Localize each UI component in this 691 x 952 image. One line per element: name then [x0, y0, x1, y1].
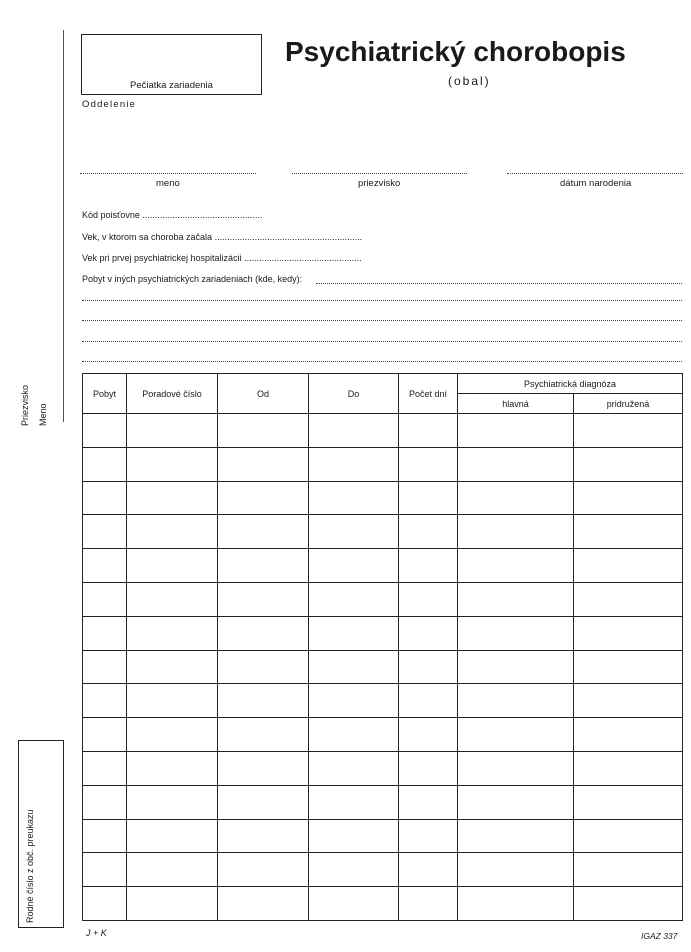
table-cell[interactable] [399, 650, 458, 684]
footer-left: J + K [86, 928, 107, 938]
table-cell[interactable] [127, 751, 218, 785]
surname-label: priezvisko [358, 178, 401, 189]
table-cell[interactable] [574, 887, 683, 921]
table-row [83, 414, 683, 448]
table-cell[interactable] [574, 447, 683, 481]
table-cell[interactable] [218, 718, 309, 752]
table-cell[interactable] [127, 819, 218, 853]
table-row [83, 582, 683, 616]
table-cell[interactable] [309, 549, 399, 583]
table-cell[interactable] [399, 819, 458, 853]
table-cell[interactable] [458, 650, 574, 684]
table-row [83, 515, 683, 549]
header-diagnosis: Psychiatrická diagnóza [458, 374, 683, 394]
header-sequence-number: Poradové číslo [127, 374, 218, 414]
table-cell[interactable] [127, 785, 218, 819]
table-cell[interactable] [458, 684, 574, 718]
table-cell[interactable] [83, 751, 127, 785]
other-stays-line-4[interactable] [82, 341, 682, 342]
side-label-surname: Priezvisko [20, 384, 30, 426]
table-cell[interactable] [218, 447, 309, 481]
table-cell[interactable] [83, 582, 127, 616]
birth-number-label: Rodné číslo z obč. preukazu [25, 809, 35, 923]
table-cell[interactable] [127, 414, 218, 448]
name-label: meno [156, 178, 180, 189]
stays-table [82, 373, 683, 921]
table-cell[interactable] [218, 549, 309, 583]
stamp-box [81, 34, 262, 95]
table-cell[interactable] [83, 549, 127, 583]
table-cell[interactable] [574, 616, 683, 650]
other-stays-line-2[interactable] [82, 300, 682, 301]
header-from: Od [218, 374, 309, 414]
other-stays-line-1[interactable] [316, 283, 682, 284]
table-cell[interactable] [458, 447, 574, 481]
table-cell[interactable] [127, 718, 218, 752]
page-subtitle: (obal) [448, 74, 491, 88]
other-stays-line-5[interactable] [82, 361, 682, 362]
other-stays-line-3[interactable] [82, 320, 682, 321]
table-cell[interactable] [309, 582, 399, 616]
table-cell[interactable] [574, 819, 683, 853]
table-row [83, 481, 683, 515]
table-cell[interactable] [127, 853, 218, 887]
table-cell[interactable] [399, 751, 458, 785]
table-cell[interactable] [399, 785, 458, 819]
name-line[interactable] [80, 173, 256, 174]
table-cell[interactable] [458, 481, 574, 515]
table-cell[interactable] [574, 853, 683, 887]
header-to: Do [309, 374, 399, 414]
table-cell[interactable] [83, 616, 127, 650]
table-cell[interactable] [83, 819, 127, 853]
table-cell[interactable] [458, 414, 574, 448]
table-cell[interactable] [309, 785, 399, 819]
table-cell[interactable] [218, 819, 309, 853]
department-label: Oddelenie [82, 99, 137, 110]
table-row [83, 549, 683, 583]
table-cell[interactable] [127, 549, 218, 583]
table-cell[interactable] [574, 684, 683, 718]
table-cell[interactable] [574, 414, 683, 448]
table-row [83, 684, 683, 718]
table-cell[interactable] [574, 718, 683, 752]
header-days: Počet dní [399, 374, 458, 414]
table-cell[interactable] [127, 481, 218, 515]
table-cell[interactable] [458, 582, 574, 616]
table-cell[interactable] [309, 515, 399, 549]
table-cell[interactable] [574, 549, 683, 583]
table-cell[interactable] [83, 447, 127, 481]
table-row [83, 751, 683, 785]
stamp-label: Pečiatka zariadenia [130, 80, 213, 91]
table-cell[interactable] [218, 582, 309, 616]
table-cell[interactable] [458, 853, 574, 887]
table-cell[interactable] [309, 447, 399, 481]
insurer-code-field[interactable]: Kód poisťovne ................................................ [82, 210, 263, 220]
table-cell[interactable] [127, 684, 218, 718]
table-cell[interactable] [309, 616, 399, 650]
table-cell[interactable] [458, 515, 574, 549]
birthdate-label: dátum narodenia [560, 178, 632, 189]
table-row [83, 819, 683, 853]
table-cell[interactable] [83, 650, 127, 684]
other-stays-label: Pobyt v iných psychiatrických zariadeniach (kde, kedy): [82, 274, 303, 284]
table-cell[interactable] [218, 751, 309, 785]
table-cell[interactable] [458, 718, 574, 752]
table-cell[interactable] [399, 481, 458, 515]
header-secondary-diagnosis: pridružená [574, 394, 683, 414]
table-cell[interactable] [127, 616, 218, 650]
table-cell[interactable] [399, 684, 458, 718]
table-cell[interactable] [83, 718, 127, 752]
table-cell[interactable] [127, 582, 218, 616]
table-cell[interactable] [574, 481, 683, 515]
table-cell[interactable] [574, 582, 683, 616]
table-cell[interactable] [399, 414, 458, 448]
table-cell[interactable] [83, 887, 127, 921]
table-cell[interactable] [399, 718, 458, 752]
table-cell[interactable] [83, 785, 127, 819]
table-cell[interactable] [83, 853, 127, 887]
table-cell[interactable] [574, 650, 683, 684]
table-cell[interactable] [399, 853, 458, 887]
table-cell[interactable] [83, 515, 127, 549]
table-cell[interactable] [309, 414, 399, 448]
table-cell[interactable] [309, 887, 399, 921]
table-cell[interactable] [127, 650, 218, 684]
table-cell[interactable] [399, 582, 458, 616]
table-cell[interactable] [309, 481, 399, 515]
table-cell[interactable] [83, 481, 127, 515]
table-cell[interactable] [218, 684, 309, 718]
header-stay: Pobyt [83, 374, 127, 414]
table-cell[interactable] [218, 414, 309, 448]
table-cell[interactable] [127, 515, 218, 549]
left-margin-line [63, 30, 64, 422]
table-cell[interactable] [458, 616, 574, 650]
table-cell[interactable] [399, 616, 458, 650]
table-cell[interactable] [458, 751, 574, 785]
table-cell[interactable] [458, 785, 574, 819]
table-cell[interactable] [218, 785, 309, 819]
table-cell[interactable] [309, 819, 399, 853]
header-main-diagnosis: hlavná [458, 394, 574, 414]
birthdate-line[interactable] [507, 173, 683, 174]
table-cell[interactable] [458, 887, 574, 921]
table-cell[interactable] [83, 414, 127, 448]
table-cell[interactable] [83, 684, 127, 718]
table-cell[interactable] [399, 515, 458, 549]
table-cell[interactable] [127, 447, 218, 481]
table-cell[interactable] [309, 650, 399, 684]
table-cell[interactable] [309, 684, 399, 718]
table-row [83, 853, 683, 887]
table-cell[interactable] [574, 751, 683, 785]
table-cell[interactable] [218, 887, 309, 921]
table-cell[interactable] [574, 515, 683, 549]
table-cell[interactable] [399, 887, 458, 921]
table-cell[interactable] [574, 785, 683, 819]
birth-number-box[interactable] [18, 740, 64, 928]
table-cell[interactable] [218, 515, 309, 549]
table-row [83, 887, 683, 921]
table-cell[interactable] [127, 887, 218, 921]
table-row [83, 616, 683, 650]
table-cell[interactable] [399, 549, 458, 583]
table-row [83, 650, 683, 684]
page-title: Psychiatrický chorobopis [285, 36, 626, 67]
table-cell[interactable] [309, 751, 399, 785]
table-cell[interactable] [218, 481, 309, 515]
table-cell[interactable] [399, 447, 458, 481]
stays-table-body [83, 414, 683, 921]
table-cell[interactable] [458, 549, 574, 583]
table-row [83, 785, 683, 819]
table-cell[interactable] [309, 718, 399, 752]
table-cell[interactable] [309, 853, 399, 887]
form-code: IGAZ 337 [641, 931, 678, 941]
onset-age-field[interactable]: Vek, v ktorom sa choroba začala ........................................................... [82, 232, 363, 242]
table-cell[interactable] [218, 616, 309, 650]
first-hospitalization-field[interactable]: Vek pri prvej psychiatrickej hospitalizácii ............................................... [82, 253, 362, 263]
table-cell[interactable] [458, 819, 574, 853]
surname-line[interactable] [292, 173, 467, 174]
side-label-name: Meno [38, 403, 48, 426]
table-cell[interactable] [218, 650, 309, 684]
table-row [83, 447, 683, 481]
table-row [83, 718, 683, 752]
table-cell[interactable] [218, 853, 309, 887]
